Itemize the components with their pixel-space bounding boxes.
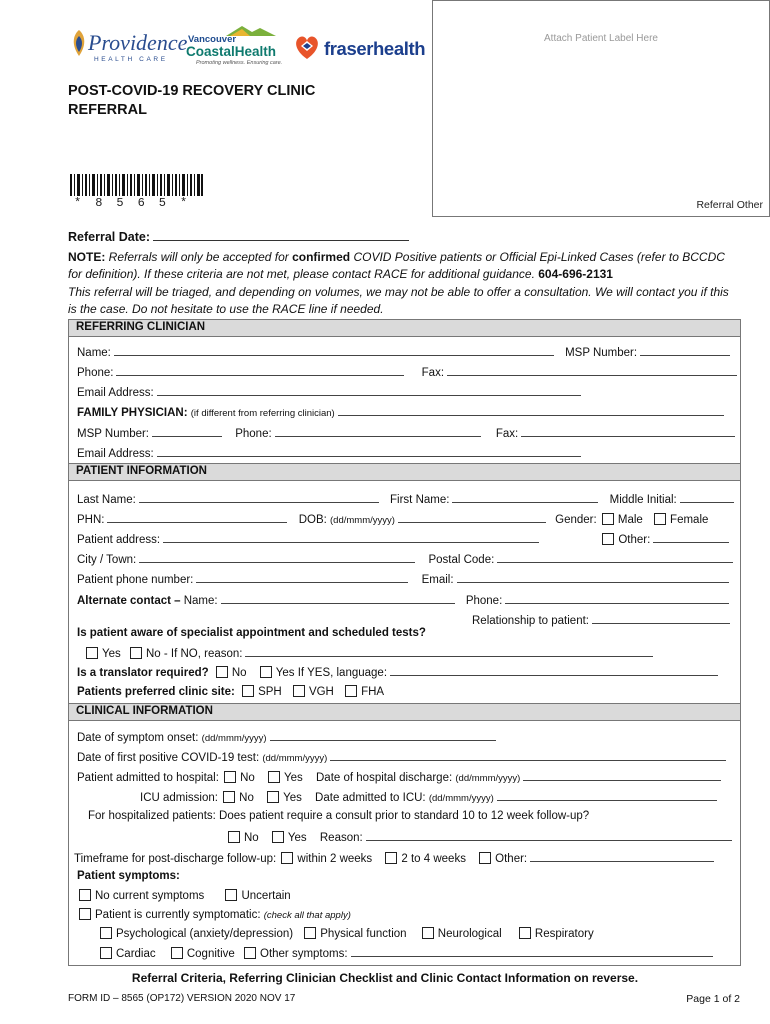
female-label: Female bbox=[670, 514, 709, 526]
clinic-site-row bbox=[77, 685, 384, 698]
first-test-label: Date of first positive COVID-19 test: bbox=[77, 752, 260, 764]
footer-criteria: Referral Criteria, Referring Clinician Checklist and Clinic Contact Information on reverse. bbox=[131, 971, 639, 985]
neuro-label: Neurological bbox=[437, 928, 502, 940]
male-label: Male bbox=[617, 514, 643, 526]
dob-format: (dd/mmm/yyyy) bbox=[330, 515, 395, 526]
patient-phone-field[interactable] bbox=[196, 572, 408, 583]
hospitalized-answer-row bbox=[226, 830, 732, 844]
admitted-label: Patient admitted to hospital: bbox=[77, 772, 219, 784]
last-name-label: Last Name: bbox=[77, 494, 136, 506]
phn-label: PHN: bbox=[77, 514, 105, 526]
timeframe-row bbox=[74, 851, 714, 865]
to4-label: 2 to 4 weeks bbox=[401, 853, 466, 865]
icu-yes-label: Yes bbox=[283, 792, 302, 804]
icu-yes-checkbox[interactable] bbox=[267, 791, 279, 803]
first-test-format: (dd/mmm/yyyy) bbox=[262, 753, 328, 764]
translator-row bbox=[77, 665, 718, 679]
referral-other: Referral Other bbox=[696, 199, 763, 211]
city-label: City / Town: bbox=[77, 554, 137, 566]
family-physician-label: FAMILY PHYSICIAN: bbox=[77, 407, 188, 419]
relationship-label: Relationship to patient: bbox=[472, 615, 589, 627]
fha-label: FHA bbox=[361, 686, 385, 698]
symptoms-row-1 bbox=[77, 889, 291, 902]
city-field[interactable] bbox=[139, 552, 415, 563]
referrer-email-field[interactable] bbox=[157, 385, 581, 396]
providence-name: Providence bbox=[88, 30, 188, 55]
fp-email-field[interactable] bbox=[157, 446, 581, 457]
page-number: Page 1 of 2 bbox=[686, 993, 740, 1005]
note-lead: NOTE: bbox=[68, 250, 106, 264]
onset-label: Date of symptom onset: bbox=[77, 732, 199, 744]
first-name-field[interactable] bbox=[452, 492, 598, 503]
icu-no-label: No bbox=[239, 792, 254, 804]
aware-answer-row bbox=[84, 646, 653, 660]
admitted-yes-label: Yes bbox=[284, 772, 303, 784]
symptomatic-checkbox[interactable] bbox=[79, 908, 91, 920]
first-test-row bbox=[77, 750, 726, 764]
translator-no-label: No bbox=[231, 667, 247, 679]
city-row bbox=[77, 552, 733, 566]
alt-name-field[interactable] bbox=[221, 593, 455, 604]
consult-reason-field[interactable] bbox=[366, 830, 732, 841]
patient-phone-row bbox=[77, 572, 729, 586]
uncertain-label: Uncertain bbox=[241, 890, 291, 902]
check-all-note: (check all that apply) bbox=[263, 910, 351, 921]
fp-contact-row bbox=[77, 426, 735, 440]
note-text-1: Referrals will only be accepted for bbox=[105, 250, 293, 264]
referrer-fax-label: Fax: bbox=[421, 367, 445, 379]
section-patient-information: PATIENT INFORMATION bbox=[68, 463, 741, 481]
consult-reason-label: Reason: bbox=[319, 832, 363, 844]
psych-label: Psychological (anxiety/depression) bbox=[116, 928, 294, 940]
address-field[interactable] bbox=[163, 532, 539, 543]
consult-yes-label: Yes bbox=[287, 832, 307, 844]
family-physician-field[interactable] bbox=[338, 405, 724, 416]
section-clinical-information: CLINICAL INFORMATION bbox=[68, 703, 741, 721]
cognitive-checkbox[interactable] bbox=[171, 947, 183, 959]
other-gender-label: Other: bbox=[618, 534, 651, 546]
fp-phone-field[interactable] bbox=[275, 426, 481, 437]
first-name-label: First Name: bbox=[390, 494, 450, 506]
note-paragraph-2: This referral will be triaged, and depending on volumes, we may not be able to offer a consultation. We will contact you if this is the case. Do not hesitate to use the RACE line if needed. bbox=[68, 285, 729, 316]
discharge-format: (dd/mmm/yyyy) bbox=[455, 773, 521, 784]
hospitalized-question: For hospitalized patients: Does patient require a consult prior to standard 10 to 12 week follow-up? bbox=[88, 810, 590, 822]
aware-no-checkbox[interactable] bbox=[130, 647, 142, 659]
note-bold: confirmed bbox=[292, 250, 351, 264]
alt-contact-label: Alternate contact – bbox=[77, 595, 181, 607]
symptoms-row-3 bbox=[98, 946, 713, 960]
alt-contact-row bbox=[77, 593, 729, 607]
vch-tagline: Promoting wellness. Ensuring care. bbox=[196, 60, 283, 66]
consult-yes-checkbox[interactable] bbox=[272, 831, 284, 843]
fha-checkbox[interactable] bbox=[345, 685, 357, 697]
first-test-field[interactable] bbox=[330, 750, 726, 761]
fraserhealth-mark-icon bbox=[292, 32, 322, 62]
middle-initial-field[interactable] bbox=[680, 492, 734, 503]
timeframe-other-checkbox[interactable] bbox=[479, 852, 491, 864]
icu-date-label: Date admitted to ICU: bbox=[315, 792, 426, 804]
no-symptoms-label: No current symptoms bbox=[95, 890, 205, 902]
providence-sub: HEALTH CARE bbox=[94, 56, 168, 63]
psych-checkbox[interactable] bbox=[100, 927, 112, 939]
icu-no-checkbox[interactable] bbox=[223, 791, 235, 803]
address-label: Patient address: bbox=[77, 534, 161, 546]
other-symptoms-field[interactable] bbox=[351, 946, 713, 957]
admitted-row bbox=[77, 770, 721, 784]
referrer-msp-field[interactable] bbox=[640, 345, 730, 356]
referrer-phone-row bbox=[77, 365, 737, 379]
translator-no-checkbox[interactable] bbox=[216, 666, 228, 678]
section-referring-clinician: REFERRING CLINICIAN bbox=[68, 319, 741, 337]
fp-msp-field[interactable] bbox=[152, 426, 222, 437]
referral-date-label: Referral Date: bbox=[68, 230, 150, 244]
cardiac-label: Cardiac bbox=[116, 948, 156, 960]
onset-format: (dd/mmm/yyyy) bbox=[201, 733, 267, 744]
aware-question: Is patient aware of specialist appointment and scheduled tests? bbox=[77, 627, 426, 639]
aware-yes-label: Yes bbox=[102, 648, 121, 660]
patient-label-box bbox=[432, 0, 770, 217]
logo-strip bbox=[68, 24, 426, 70]
relationship-field[interactable] bbox=[592, 613, 730, 624]
admitted-yes-checkbox[interactable] bbox=[268, 771, 280, 783]
physical-label: Physical function bbox=[320, 928, 407, 940]
phn-field[interactable] bbox=[107, 512, 287, 523]
alt-name-label: Name: bbox=[183, 595, 218, 607]
referrer-email-label: Email Address: bbox=[77, 387, 154, 399]
discharge-label: Date of hospital discharge: bbox=[316, 772, 453, 784]
label-hint: Attach Patient Label Here bbox=[544, 33, 658, 44]
other-gender-field[interactable] bbox=[653, 532, 729, 543]
referrer-name-label: Name: bbox=[77, 347, 111, 359]
translator-label: Is a translator required? bbox=[77, 667, 209, 679]
other-symptoms-label: Other symptoms: bbox=[260, 948, 348, 960]
fp-fax-field[interactable] bbox=[521, 426, 735, 437]
within2-label: within 2 weeks bbox=[297, 853, 373, 865]
timeframe-other-label: Other: bbox=[495, 853, 528, 865]
cardiac-checkbox[interactable] bbox=[100, 947, 112, 959]
icu-row bbox=[140, 790, 717, 804]
referral-date-field[interactable] bbox=[153, 229, 409, 241]
onset-field[interactable] bbox=[270, 730, 496, 741]
sph-label: SPH bbox=[258, 686, 282, 698]
fraserhealth-name: fraserhealth bbox=[324, 38, 426, 59]
other-symptoms-checkbox[interactable] bbox=[244, 947, 256, 959]
icu-date-format: (dd/mmm/yyyy) bbox=[428, 793, 494, 804]
within2-checkbox[interactable] bbox=[281, 852, 293, 864]
admitted-no-label: No bbox=[240, 772, 255, 784]
icu-date-field[interactable] bbox=[497, 790, 717, 801]
race-phone: 604-696-2131 bbox=[538, 267, 613, 281]
discharge-field[interactable] bbox=[523, 770, 721, 781]
translator-yes-label: Yes If YES, language: bbox=[275, 667, 388, 679]
translator-yes-checkbox[interactable] bbox=[260, 666, 272, 678]
other-gender-checkbox[interactable] bbox=[602, 533, 614, 545]
female-checkbox[interactable] bbox=[654, 513, 666, 525]
vgh-label: VGH bbox=[308, 686, 334, 698]
vch-top: Vancouver bbox=[188, 34, 237, 45]
fp-msp-label: MSP Number: bbox=[77, 428, 150, 440]
dob-field[interactable] bbox=[398, 512, 546, 523]
symptoms-heading: Patient symptoms: bbox=[77, 870, 180, 882]
note-paragraph-1 bbox=[68, 249, 734, 283]
fp-email-row bbox=[77, 446, 581, 460]
form-id: FORM ID – 8565 (OP172) VERSION 2020 NOV 17 bbox=[68, 993, 296, 1004]
referrer-msp-label: MSP Number: bbox=[565, 347, 638, 359]
barcode-icon bbox=[70, 174, 203, 196]
resp-checkbox[interactable] bbox=[519, 927, 531, 939]
timeframe-other-field[interactable] bbox=[530, 851, 714, 862]
patient-phone-label: Patient phone number: bbox=[77, 574, 194, 586]
postal-field[interactable] bbox=[497, 552, 733, 563]
dob-label: DOB: bbox=[298, 514, 327, 526]
postal-label: Postal Code: bbox=[428, 554, 495, 566]
symptomatic-row bbox=[77, 908, 351, 921]
consult-no-label: No bbox=[244, 832, 259, 844]
referrer-name-row bbox=[77, 345, 730, 359]
relationship-row bbox=[472, 613, 730, 627]
no-symptoms-checkbox[interactable] bbox=[79, 889, 91, 901]
patient-email-label: Email: bbox=[421, 574, 454, 586]
resp-label: Respiratory bbox=[534, 928, 594, 940]
referrer-phone-label: Phone: bbox=[77, 367, 114, 379]
aware-reason-field[interactable] bbox=[245, 646, 653, 657]
patient-name-row bbox=[77, 492, 734, 506]
gender-label: Gender: bbox=[555, 514, 597, 526]
symptomatic-label: Patient is currently symptomatic: bbox=[95, 909, 261, 921]
fp-phone-label: Phone: bbox=[235, 428, 272, 440]
symptoms-row-2 bbox=[98, 927, 594, 940]
clinic-site-label: Patients preferred clinic site: bbox=[77, 686, 235, 698]
timeframe-label: Timeframe for post-discharge follow-up: bbox=[74, 853, 277, 865]
family-physician-note: (if different from referring clinician) bbox=[190, 408, 335, 419]
vgh-checkbox[interactable] bbox=[293, 685, 305, 697]
family-physician-row bbox=[77, 405, 724, 419]
admitted-no-checkbox[interactable] bbox=[224, 771, 236, 783]
patient-email-field[interactable] bbox=[457, 572, 729, 583]
middle-initial-label: Middle Initial: bbox=[609, 494, 677, 506]
fp-fax-label: Fax: bbox=[495, 428, 519, 440]
providence-mark-icon bbox=[68, 28, 90, 58]
neuro-checkbox[interactable] bbox=[422, 927, 434, 939]
fp-email-label: Email Address: bbox=[77, 448, 154, 460]
referrer-email-row bbox=[77, 385, 581, 399]
page-title: POST-COVID-19 RECOVERY CLINIC REFERRAL bbox=[68, 83, 316, 118]
barcode-text: *8565* bbox=[74, 196, 202, 210]
referrer-phone-field[interactable] bbox=[116, 365, 404, 376]
consult-no-checkbox[interactable] bbox=[228, 831, 240, 843]
icu-label: ICU admission: bbox=[140, 792, 218, 804]
sph-checkbox[interactable] bbox=[242, 685, 254, 697]
vch-name: CoastalHealth bbox=[186, 44, 277, 59]
aware-no-label: No - If NO, reason: bbox=[145, 648, 243, 660]
cognitive-label: Cognitive bbox=[186, 948, 235, 960]
alt-phone-field[interactable] bbox=[505, 593, 729, 604]
aware-yes-checkbox[interactable] bbox=[86, 647, 98, 659]
phn-row bbox=[77, 512, 708, 526]
physical-checkbox[interactable] bbox=[304, 927, 316, 939]
referrer-name-field[interactable] bbox=[114, 345, 554, 356]
referrer-fax-field[interactable] bbox=[447, 365, 737, 376]
language-field[interactable] bbox=[390, 665, 718, 676]
alt-phone-label: Phone: bbox=[465, 595, 503, 607]
male-checkbox[interactable] bbox=[602, 513, 614, 525]
referral-date bbox=[68, 229, 409, 244]
to4-checkbox[interactable] bbox=[385, 852, 397, 864]
note-text-2: COVID Positive patients or Official Epi-Linked Cases (refer to BCCDC for definition). If these criteria are not met, please contact RACE for additional guidance. bbox=[68, 250, 725, 281]
last-name-field[interactable] bbox=[139, 492, 379, 503]
uncertain-checkbox[interactable] bbox=[225, 889, 237, 901]
address-row bbox=[77, 532, 729, 546]
onset-row bbox=[77, 730, 496, 744]
